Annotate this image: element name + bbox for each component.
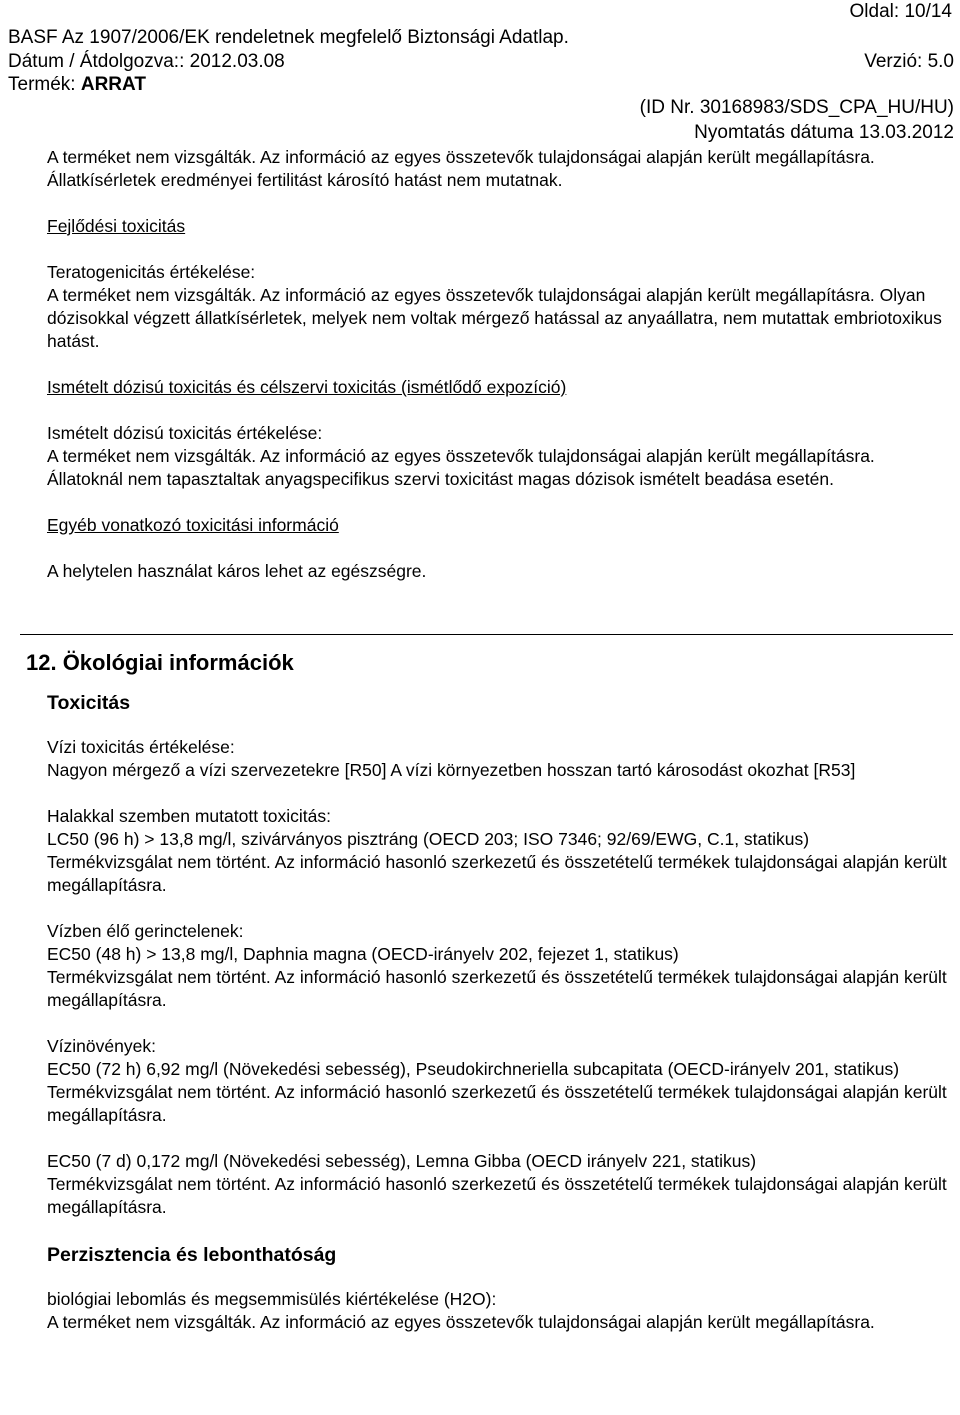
aquatic-plants-note-1: Termékvizsgálat nem történt. Az információ hasonló szerkezetű és összetételű termékek tulajdonságai alapján került megállapításra. xyxy=(47,1082,947,1125)
aquatic-plants-label: Vízinövények: xyxy=(47,1036,156,1056)
developmental-toxicity-heading: Fejlődési toxicitás xyxy=(47,216,186,236)
invertebrates-note: Termékvizsgálat nem történt. Az információ hasonló szerkezetű és összetételű termékek tulajdonságai alapján került megállapításra. xyxy=(47,967,947,1010)
invertebrates-label: Vízben élő gerinctelenek: xyxy=(47,921,244,941)
product-line xyxy=(8,74,146,96)
document-title: BASF Az 1907/2006/EK rendeletnek megfelelő Biztonsági Adatlap. xyxy=(8,27,569,48)
invertebrates-value: EC50 (48 h) > 13,8 mg/l, Daphnia magna (OECD-irányelv 202, fejezet 1, statikus) xyxy=(47,944,679,964)
document-id: (ID Nr. 30168983/SDS_CPA_HU/HU) xyxy=(639,97,954,118)
page-number: Oldal: 10/14 xyxy=(849,1,952,22)
section-12 xyxy=(26,650,952,1334)
persistence-heading: Perzisztencia és lebonthatóság xyxy=(47,1244,337,1266)
aquatic-label: Vízi toxicitás értékelése: xyxy=(47,737,235,757)
fertility-text: A terméket nem vizsgálták. Az információ az egyes összetevők tulajdonságai alapján került megállapításra. Állatkísérletek eredményei fertilitást károsító hatást nem mutatnak. xyxy=(47,147,875,190)
aquatic-plants-note-2: Termékvizsgálat nem történt. Az információ hasonló szerkezetű és összetételű termékek tulajdonságai alapján került megállapításra. xyxy=(47,1174,947,1217)
product-label: Termék: xyxy=(8,74,81,95)
toxicity-heading: Toxicitás xyxy=(47,692,131,714)
repeated-dose-heading: Ismételt dózisú toxicitás és célszervi toxicitás (ismétlődő expozíció) xyxy=(47,377,567,397)
revision-date: Dátum / Átdolgozva:: 2012.03.08 xyxy=(8,51,285,72)
version: Verzió: 5.0 xyxy=(864,51,954,72)
fish-value: LC50 (96 h) > 13,8 mg/l, szivárványos pisztráng (OECD 203; ISO 7346; 92/69/EWG, C.1, statikus) xyxy=(47,829,810,849)
teratogenicity-label: Teratogenicitás értékelése: xyxy=(47,262,256,282)
print-date: Nyomtatás dátuma 13.03.2012 xyxy=(694,122,954,143)
fish-note: Termékvizsgálat nem történt. Az információ hasonló szerkezetű és összetételű termékek tulajdonságai alapján került megállapításra. xyxy=(47,852,947,895)
section-divider xyxy=(20,634,953,635)
biodegradation-label: biológiai lebomlás és megsemmisülés kiértékelése (H2O): xyxy=(47,1289,497,1309)
document-body xyxy=(47,146,952,583)
biodegradation-text: A terméket nem vizsgálták. Az információ az egyes összetevők tulajdonságai alapján került megállapításra. xyxy=(47,1312,875,1332)
product-name: ARRAT xyxy=(80,74,146,95)
aquatic-plants-value-1: EC50 (72 h) 6,92 mg/l (Növekedési sebesség), Pseudokirchneriella subcapitata (OECD-irányelv 201, statikus) xyxy=(47,1059,900,1079)
aquatic-text: Nagyon mérgező a vízi szervezetekre [R50] A vízi környezetben hosszan tartó károsodást okozhat [R53] xyxy=(47,760,856,780)
other-toxicity-heading: Egyéb vonatkozó toxicitási információ xyxy=(47,515,339,535)
aquatic-plants-value-2: EC50 (7 d) 0,172 mg/l (Növekedési sebesség), Lemna Gibba (OECD irányelv 221, statikus) xyxy=(47,1151,757,1171)
other-toxicity-text: A helytelen használat káros lehet az egészségre. xyxy=(47,561,427,581)
teratogenicity-text: A terméket nem vizsgálták. Az információ az egyes összetevők tulajdonságai alapján került megállapításra. Olyan dózisokkal végzett állatkísérletek, melyek nem voltak mérgező hatással az anyaállatra, nem mutattak embriotoxikus hatást. xyxy=(47,285,942,351)
repeated-dose-label: Ismételt dózisú toxicitás értékelése: xyxy=(47,423,323,443)
repeated-dose-text: A terméket nem vizsgálták. Az információ az egyes összetevők tulajdonságai alapján került megállapításra. Állatoknál nem tapasztaltak anyagspecifikus szervi toxicitást magas dózisok ismételt beadása esetén. xyxy=(47,446,875,489)
fish-label: Halakkal szemben mutatott toxicitás: xyxy=(47,806,332,826)
section-12-heading: 12. Ökológiai információk xyxy=(26,650,294,675)
